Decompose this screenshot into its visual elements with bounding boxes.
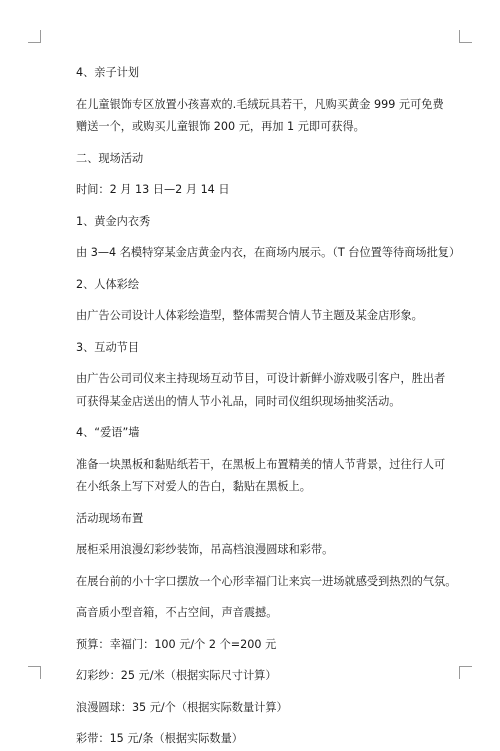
item-3-title: 3、互动节目	[76, 340, 140, 354]
item-4-title: 4、“爱语”墙	[76, 426, 140, 439]
paragraph-parent-child-plan: 在儿童银饰专区放置小孩喜欢的.毛绒玩具若干，凡购买黄金 999 元可免费赠送一个，或购买儿童银饰 200 元，再加 1 元即可获得。	[76, 97, 444, 133]
layout-title: 活动现场布置	[76, 511, 144, 525]
budget-line: 预算：幸福门：100 元/个 2 个=200 元	[76, 637, 277, 651]
crop-mark-top-left	[28, 30, 41, 43]
layout-line-2: 在展台前的小十字口摆放一个心形幸福门让来宾一进场就感受到热烈的气氛。	[76, 574, 457, 588]
crop-mark-bottom-left	[28, 666, 41, 679]
cost-line-1: 幻彩纱：25 元/米（根据实际尺寸计算）	[76, 669, 277, 682]
item-1-title: 1、黄金内衣秀	[76, 214, 151, 228]
document-body	[54, 62, 461, 751]
crop-mark-top-right	[459, 30, 472, 43]
cost-line-3: 彩带：15 元/条（根据实际数量）	[76, 732, 243, 745]
layout-line-1: 展柜采用浪漫幻彩纱装饰，吊高档浪漫圆球和彩带。	[76, 543, 334, 556]
activity-time: 时间：2 月 13 日—2 月 14 日	[76, 183, 230, 196]
item-3-text: 由广告公司司仪来主持现场互动节目，可设计新鲜小游戏吸引客户，胜出者可获得某金店送出的情人节小礼品，同时司仪组织现场抽奖活动。	[76, 372, 446, 408]
cost-line-2: 浪漫圆球：35 元/个（根据实际数量计算）	[76, 700, 288, 714]
heading-parent-child-plan: 4、亲子计划	[76, 66, 140, 79]
crop-mark-bottom-right	[459, 666, 472, 679]
item-1-text: 由 3—4 名模特穿某金店黄金内衣，在商场内展示。（T 台位置等待商场批复）	[76, 246, 461, 259]
item-2-title: 2、人体彩绘	[76, 277, 140, 291]
item-4-text: 准备一块黑板和黏贴纸若干，在黑板上布置精美的情人节背景，过往行人可在小纸条上写下对爱人的告白，黏贴在黑板上。	[76, 457, 446, 493]
item-2-text: 由广告公司设计人体彩绘造型，整体需契合情人节主题及某金店形象。	[76, 309, 423, 322]
layout-line-3: 高音质小型音箱，不占空间，声音震撼。	[76, 606, 278, 619]
section-onsite-activities: 二、现场活动	[76, 151, 144, 165]
